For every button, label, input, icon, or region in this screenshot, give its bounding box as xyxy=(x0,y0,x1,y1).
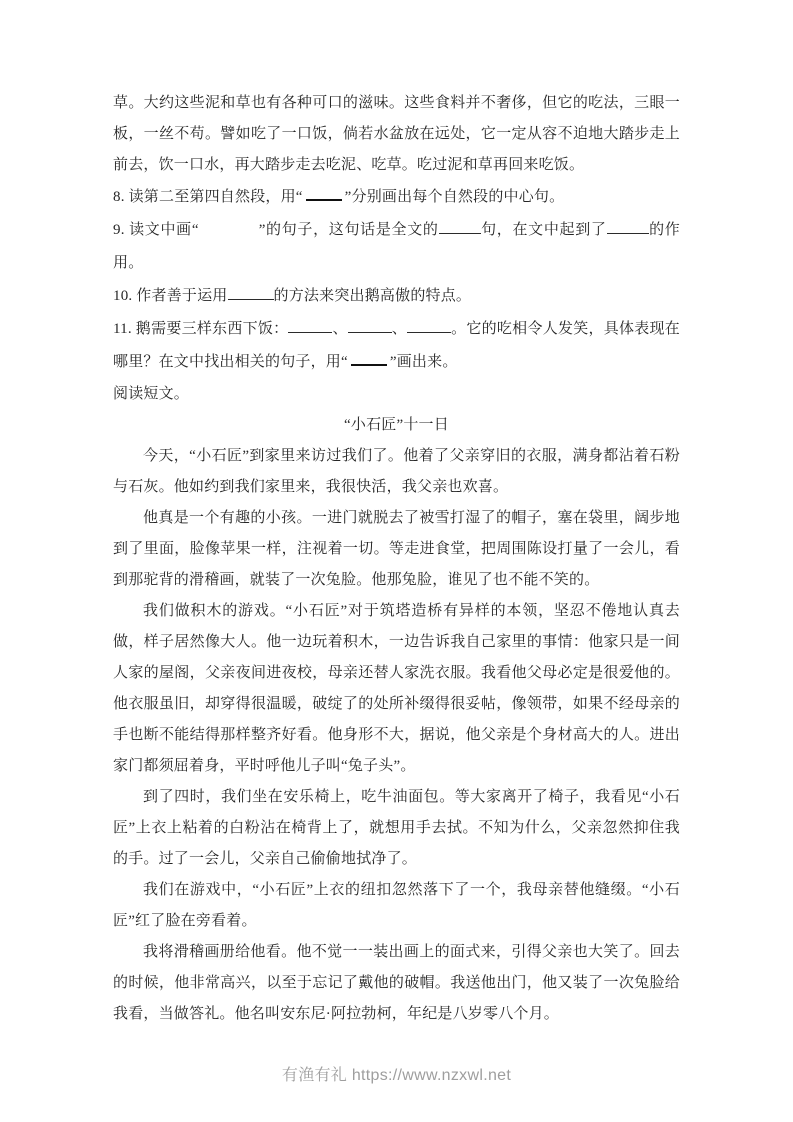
question-11-text: 11. 鹅需要三样东西下饭： xyxy=(113,321,289,337)
essay-paragraph: 他真是一个有趣的小孩。一进门就脱去了被雪打湿了的帽子，塞在袋里，阔步地到了里面，脸像苹果一样，注视着一切。等走进食堂，把周围陈设打量了一会儿，看到那驼背的滑稽画，就装了一次兔脸。他那兔脸，谁见了也不能不笑的。 xyxy=(113,510,680,588)
essay-paragraph: 今天，“小石匠”到家里来访过我们了。他着了父亲穿旧的衣服，满身都沾着石粉与石灰。他如约到我们家里来，我很快活，我父亲也欢喜。 xyxy=(113,448,680,495)
question-11-text: 、 xyxy=(332,321,348,337)
answer-blank xyxy=(348,320,392,333)
essay-paragraph: 到了四时，我们坐在安乐椅上，吃牛油面包。等大家离开了椅子，我看见“小石匠”上衣上粘着的白粉沾在椅背上了，就想用手去拭。不知为什么，父亲忽然抑住我的手。过了一会儿，父亲自己偷偷地拭净了。 xyxy=(113,789,680,867)
question-11-text: ”画出来。 xyxy=(389,354,458,370)
essay-title: “小石匠”十一日 xyxy=(344,417,449,433)
essay-paragraph: 我们做积木的游戏。“小石匠”对于筑塔造桥有异样的本领，坚忍不倦地认真去做，样子居然像大人。他一边玩着积木，一边告诉我自己家里的事情：他家只是一间人家的屋阁，父亲夜间进夜校，母亲还替人家洗衣服。我看他父母必定是很爱他的。他衣服虽旧，却穿得很温暖，破绽了的处所补缀得很妥帖，像领带，如果不经母亲的手也断不能结得那样整齐好看。他身形不大，据说，他父亲是个身材高大的人。进出家门都须屈着身，平时呼他儿子叫“兔子头”。 xyxy=(113,603,680,774)
question-10-text: 10. 作者善于运用 xyxy=(113,288,228,304)
wavy-underline-mark xyxy=(202,220,256,236)
question-9-text: ”的句子，这句话是全文的 xyxy=(258,222,439,238)
question-11-text: 、 xyxy=(391,321,408,337)
answer-blank xyxy=(288,320,332,333)
question-9-text: 9. 读文中画“ xyxy=(113,222,199,238)
question-8-text: ”分别画出每个自然段的中心句。 xyxy=(344,189,565,205)
question-9-text: 句，在文中起到了 xyxy=(480,222,607,238)
answer-blank xyxy=(439,221,481,234)
solid-underline-mark xyxy=(306,187,342,201)
question-10-text: 的方法来突出鹅高傲的特点。 xyxy=(273,288,472,304)
answer-blank xyxy=(228,287,274,300)
answer-blank xyxy=(607,221,649,234)
question-11 xyxy=(113,313,680,379)
answer-blank xyxy=(407,320,451,333)
question-8-text: 8. 读第二至第四自然段，用“ xyxy=(113,189,303,205)
document-content xyxy=(113,88,680,1030)
question-10 xyxy=(113,280,680,313)
question-8 xyxy=(113,181,680,214)
question-9 xyxy=(113,214,680,280)
goose-passage-text: 草。大约这些泥和草也有各种可口的滋味。这些食料并不奢侈，但它的吃法，三眼一板，一丝不苟。譬如吃了一口饭，倘若水盆放在远处，它一定从容不迫地大踏步走上前去，饮一口水，再大踏步走去吃泥、吃草。吃过泥和草再回来吃饭。 xyxy=(113,95,680,173)
question-11-text: 。它的吃相令人发笑，具体表现在哪里？在文中找出相关的句子，用“ xyxy=(113,321,680,370)
essay-paragraph: 我将滑稽画册给他看。他不觉一一装出画上的面式来，引得父亲也大笑了。回去的时候，他非常高兴，以至于忘记了戴他的破帽。我送他出门，他又装了一次兔脸给我看，当做答礼。他名叫安东尼·阿拉勃柯，年纪是八岁零八个月。 xyxy=(113,944,680,1022)
essay-paragraph: 我们在游戏中，“小石匠”上衣的纽扣忽然落下了一个，我母亲替他缝缀。“小石匠”红了脸在旁看着。 xyxy=(113,882,680,929)
reading-instruction: 阅读短文。 xyxy=(113,386,190,402)
solid-underline-mark xyxy=(351,352,387,366)
footer-watermark: 有渔有礼 https://www.nzxwl.net xyxy=(281,1067,512,1084)
question-9-text: 的作用。 xyxy=(113,222,681,271)
